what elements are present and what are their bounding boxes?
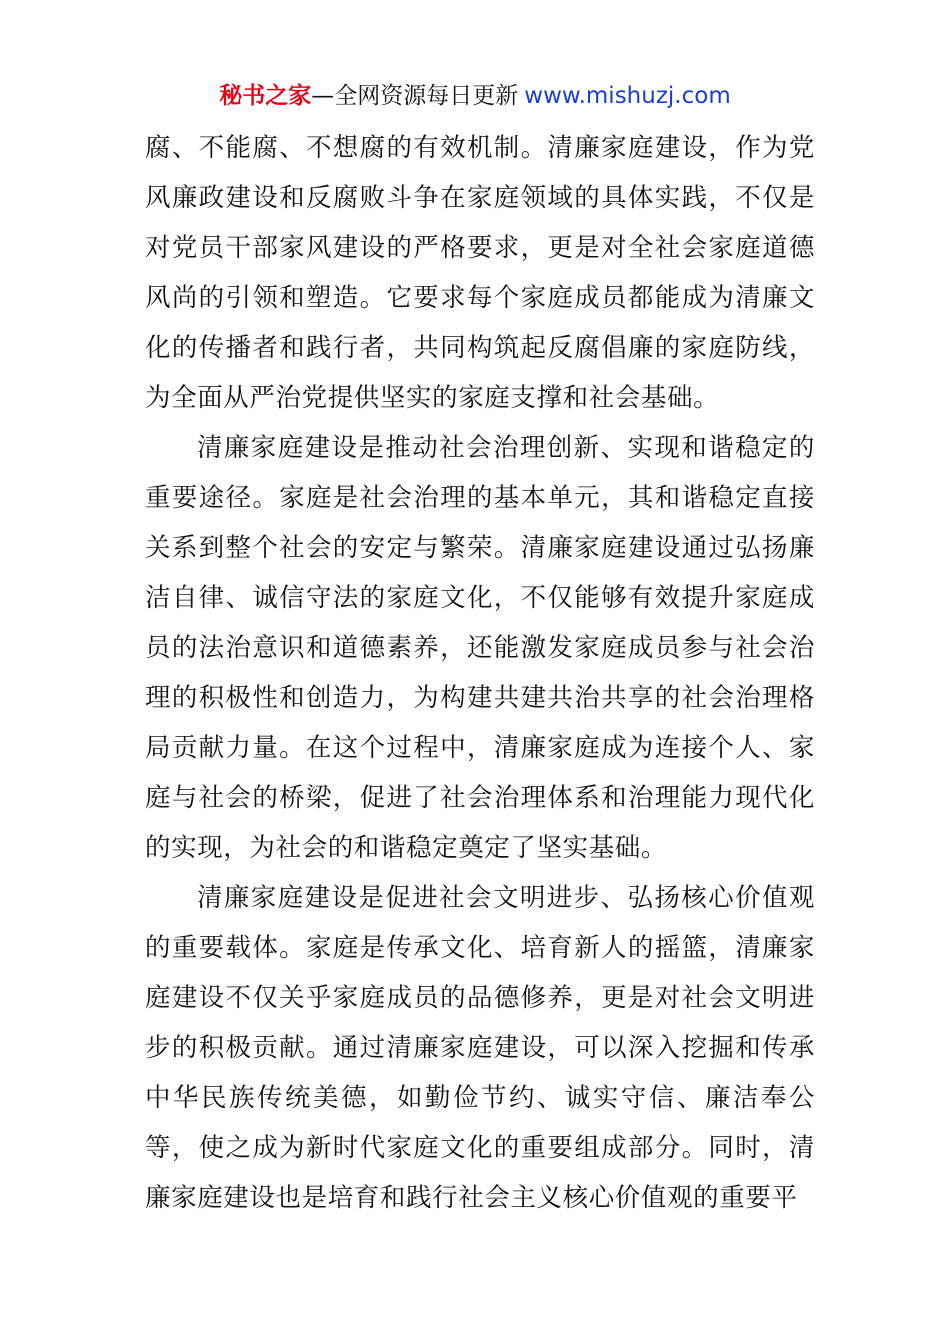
paragraph-social-civilization: 清廉家庭建设是促进社会文明进步、弘扬核心价值观的重要载体。家庭是传承文化、培育新人的摇篮，清廉家庭建设不仅关乎家庭成员的品德修养，更是对社会文明进步的积极贡献。通过清廉家庭建设，可以深入挖掘和传承中华民族传统美德，如勤俭节约、诚实守信、廉洁奉公等，使之成为新时代家庭文化的重要组成部分。同时，清廉家庭建设也是培育和践行社会主义核心价值观的重要平 bbox=[145, 883, 815, 1213]
site-tagline: —全网资源每日更新 bbox=[311, 83, 519, 109]
document-body bbox=[145, 123, 815, 1223]
site-header bbox=[0, 80, 950, 112]
site-url-link[interactable]: www.mishuzj.com bbox=[524, 83, 731, 109]
paragraph-social-governance: 清廉家庭建设是推动社会治理创新、实现和谐稳定的重要途径。家庭是社会治理的基本单元，其和谐稳定直接关系到整个社会的安定与繁荣。清廉家庭建设通过弘扬廉洁自律、诚信守法的家庭文化，不仅能够有效提升家庭成员的法治意识和道德素养，还能激发家庭成员参与社会治理的积极性和创造力，为构建共建共治共享的社会治理格局贡献力量。在这个过程中，清廉家庭成为连接个人、家庭与社会的桥梁，促进了社会治理体系和治理能力现代化的实现，为社会的和谐稳定奠定了坚实基础。 bbox=[145, 433, 815, 863]
paragraph-continued: 腐、不能腐、不想腐的有效机制。清廉家庭建设，作为党风廉政建设和反腐败斗争在家庭领域的具体实践，不仅是对党员干部家风建设的严格要求，更是对全社会家庭道德风尚的引领和塑造。它要求每个家庭成员都能成为清廉文化的传播者和践行者，共同构筑起反腐倡廉的家庭防线，为全面从严治党提供坚实的家庭支撑和社会基础。 bbox=[145, 133, 815, 413]
site-brand: 秘书之家 bbox=[219, 83, 312, 109]
